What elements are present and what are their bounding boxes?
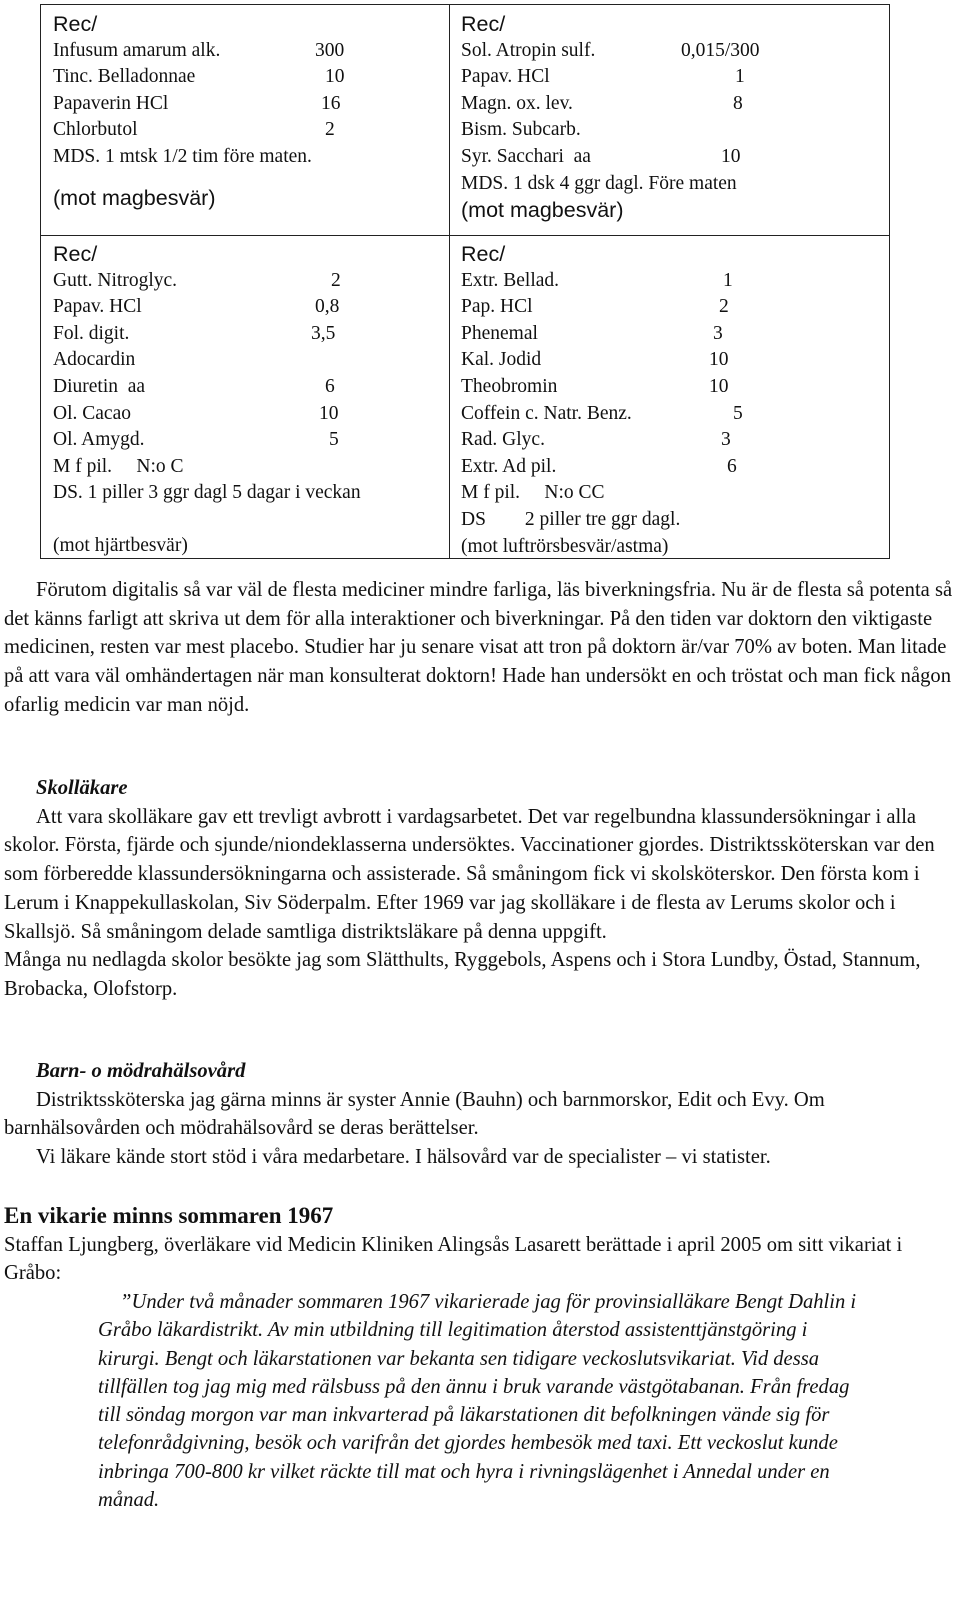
ingredient-row: Phenemal 3 xyxy=(461,322,723,344)
ingredient-row: Papav. HCl 1 xyxy=(461,66,745,88)
rec-label: Rec/ xyxy=(461,242,506,266)
ingredient-row: Diuretin aa 6 xyxy=(53,375,335,397)
school-doctor-section xyxy=(4,774,956,1004)
school-paragraph-2: Många nu nedlagda skolor besökte jag som Slätthults, Ryggebols, Aspens och i Stora Lundby, Östad, Stannum, Brobacka, Olofstorp. xyxy=(4,949,921,1000)
ingredient-row: Adocardin xyxy=(53,349,136,371)
form-row: M f pil. N:o C xyxy=(53,455,184,477)
ingredient-row: Extr. Ad pil. 6 xyxy=(461,455,737,477)
table-divider-vertical xyxy=(449,5,450,558)
prescription-table xyxy=(40,4,890,559)
ingredient-row: Tinc. Belladonnae 10 xyxy=(53,66,345,88)
prescription-asthma xyxy=(461,241,881,560)
rec-label: Rec/ xyxy=(53,242,98,266)
table-divider-horizontal xyxy=(41,235,889,236)
ingredient-row: Chlorbutol 2 xyxy=(53,119,335,141)
ingredient-row: Extr. Bellad. 1 xyxy=(461,269,733,291)
ingredient-row: Ol. Cacao 10 xyxy=(53,402,339,424)
summer-intro: Staffan Ljungberg, överläkare vid Medicin Kliniken Alingsås Lasarett berättade i april 2005 om sitt vikariat i Gråbo: xyxy=(4,1233,903,1285)
ingredient-row: Fol. digit. 3,5 xyxy=(53,322,336,344)
ingredient-row: Rad. Glyc. 3 xyxy=(461,429,731,451)
intro-paragraph: Förutom digitalis så var väl de flesta mediciner mindre farliga, läs biverkningsfria. Nu är de flesta så potenta så det känns farligt att skriva ut dem för alla interaktioner och biverkningar. På den tiden var doktorn den viktigaste medicinen, resten var mest placebo. Studier har ju senare visat att tron på doktorn är/var 70% av boten. Man litade på att vara väl omhändertagen när man konsulterat doktorn! Hade han undersökt en och tröstat och man fick någon ofarlig medicin var man nöjd. xyxy=(4,579,953,716)
dosage-row: MDS. 1 dsk 4 ggr dagl. Före maten xyxy=(461,172,737,194)
ingredient-row: Bism. Subcarb. xyxy=(461,119,581,141)
prescription-stomach-2 xyxy=(461,11,881,224)
dosage-row: DS. 1 piller 3 ggr dagl 5 dagar i veckan xyxy=(53,482,361,504)
school-paragraph: Att vara skolläkare gav ett trevligt avbrott i vardagsarbetet. Det var regelbundna klassundersökningar i alla skolor. Första, fjärde och sjunde/niondeklasserna undersöktes. Vaccinationer gjordes. Distriktssköterskan var den som förberedde klassundersökningarna och assisterade. Så småningom fick vi skolsköterskor. Den första kom i Lerum i Knappekullaskolan, Siv Söderpalm. Efter 1969 var jag skolläkare i de flesta av Lerums skolor och i Skallsjö. Så småningom delade samtliga distriktsläkare på denna uppgift. xyxy=(4,805,935,943)
section-title-summer: En vikarie minns sommaren 1967 xyxy=(4,1203,334,1228)
section-title-school: Skolläkare xyxy=(36,777,128,799)
intro-section xyxy=(4,576,956,720)
indication-note: (mot magbesvär) xyxy=(461,198,624,223)
summer-section xyxy=(4,1202,956,1288)
quote-block xyxy=(98,1288,858,1514)
prescription-heart xyxy=(53,241,433,560)
ingredient-row: Sol. Atropin sulf. 0,015/300 xyxy=(461,39,760,61)
ingredient-row: Magn. ox. lev. 8 xyxy=(461,92,743,114)
prescription-stomach-1 xyxy=(53,11,433,211)
ingredient-row: Theobromin 10 xyxy=(461,375,729,397)
indication-note: (mot magbesvär) xyxy=(53,185,216,210)
ingredient-row: Papav. HCl 0,8 xyxy=(53,296,340,318)
ingredient-row: Syr. Sacchari aa 10 xyxy=(461,145,741,167)
rec-label: Rec/ xyxy=(461,12,506,36)
dosage-row: DS 2 piller tre ggr dagl. xyxy=(461,508,681,530)
ingredient-row: Pap. HCl 2 xyxy=(461,296,729,318)
ingredient-row: Kal. Jodid 10 xyxy=(461,349,729,371)
quote-text: ”Under två månader sommaren 1967 vikarierade jag för provinsialläkare Bengt Dahlin i Gråbo läkardistrikt. Av min utbildning till legitimation återstod assistenttjänstgöring i kirurgi. Bengt och läkarstationen var bekanta sen tidigare veckoslutsvikariat. Vid dessa tillfällen tog jag mig med rälsbuss på den ännu i bruk varande västgötabanan. Från fredag till söndag morgon var man inkvarterad på läkarstationen dit befolkningen vände sig för telefonrådgivning, besök och varifrån det gjordes hembesök med taxi. Ett veckoslut kunde inbringa 700-800 kr vilket räckte till mat och hyra i rivningslägenhet i Annedal under en månad. xyxy=(98,1291,857,1512)
indication-note: (mot luftrörsbesvär/astma) xyxy=(461,535,669,557)
ingredient-row: Ol. Amygd. 5 xyxy=(53,429,339,451)
dosage-row: MDS. 1 mtsk 1/2 tim före maten. xyxy=(53,145,312,167)
form-row: M f pil. N:o CC xyxy=(461,482,605,504)
ingredient-row: Infusum amarum alk. 300 xyxy=(53,39,345,61)
section-title-childcare: Barn- o mödrahälsovård xyxy=(36,1060,246,1082)
ingredient-row: Coffein c. Natr. Benz. 5 xyxy=(461,402,743,424)
childcare-section xyxy=(4,1057,956,1172)
ingredient-row: Gutt. Nitroglyc. 2 xyxy=(53,269,341,291)
rec-label: Rec/ xyxy=(53,12,98,36)
indication-note: (mot hjärtbesvär) xyxy=(53,534,188,556)
ingredient-row: Papaverin HCl 16 xyxy=(53,92,341,114)
childcare-paragraph: Distriktssköterska jag gärna minns är syster Annie (Bauhn) och barnmorskor, Edit och Evy. Om barnhälsovården och mödrahälsovård se deras berättelser. xyxy=(4,1088,825,1140)
childcare-paragraph-2: Vi läkare kände stort stöd i våra medarbetare. I hälsovård var de specialister – vi statister. xyxy=(36,1146,771,1169)
